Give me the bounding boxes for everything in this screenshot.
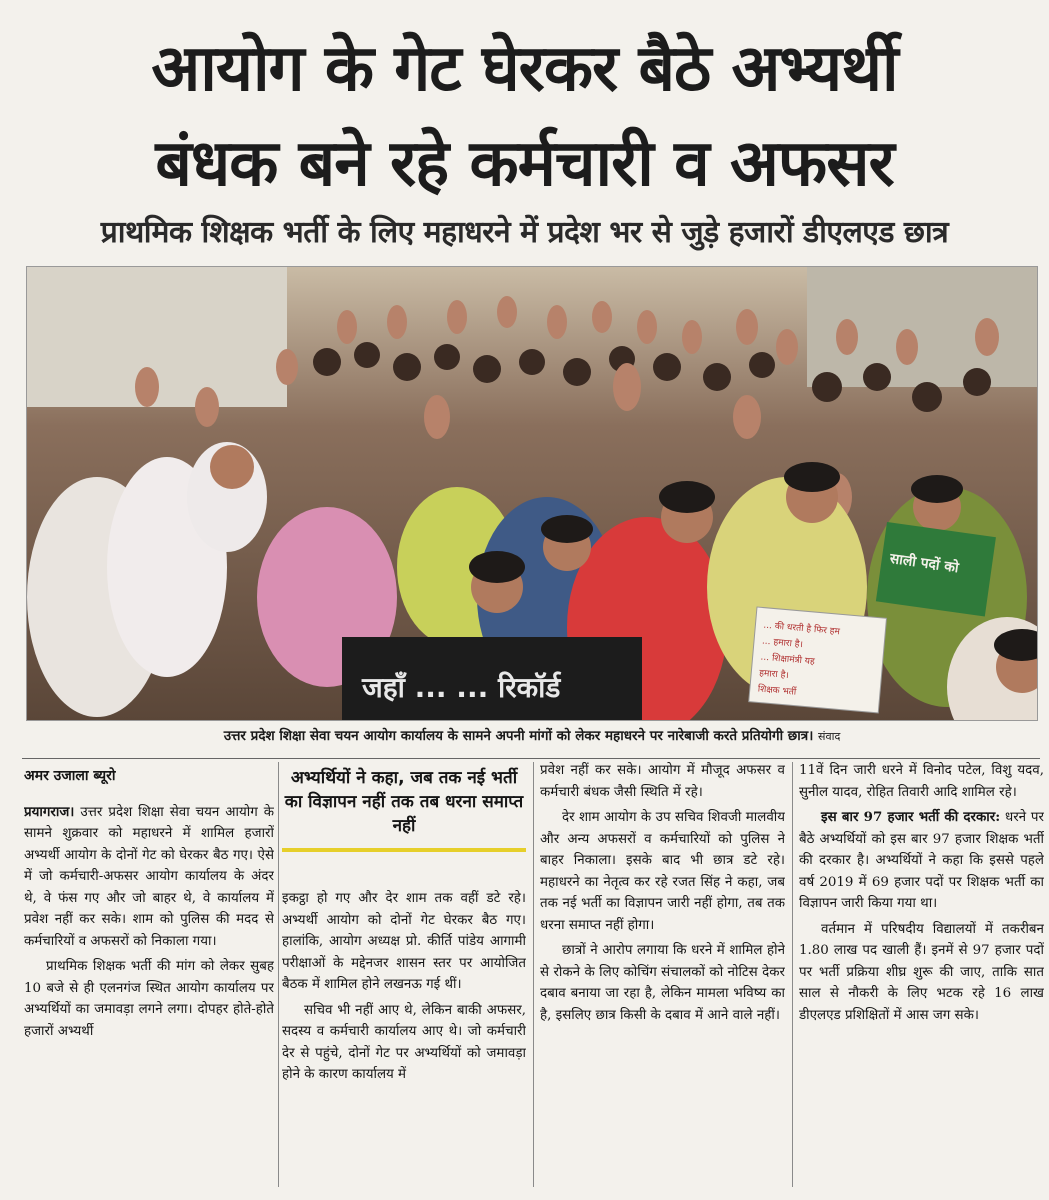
section-subhead: इस बार 97 हजार भर्ती की दरकार:: [821, 809, 1001, 825]
column-divider: [533, 762, 534, 1187]
column-divider: [278, 762, 279, 1187]
placard-line-3: ... शिक्षामंत्री यह: [760, 652, 816, 668]
article-column-2: [282, 760, 526, 1190]
paragraph: इकट्ठा हो गए और देर शाम तक वहीं डटे रहे। अभ्यर्थी आयोग को दोनों गेट घेरकर बैठ गए। हालांकि, आयोग अध्यक्ष प्रो. कीर्ति पांडेय आगामी परीक्षाओं के मद्देनजर शासन स्तर पर आयोजित बैठक में शामिल होने लखनऊ गई थीं।: [282, 891, 526, 992]
subheadline: प्राथमिक शिक्षक भर्ती के लिए महाधरने में प्रदेश भर से जुड़े हजारों डीएलएड छात्र: [100, 215, 949, 250]
paragraph-text: धरने पर बैठे अभ्यर्थियों को इस बार 97 हजार शिक्षक भर्ती की दरकार है। अभ्यर्थियों ने कहा कि इससे पहले वर्ष 2019 में 69 हजार पदों पर शिक्षक भर्ती का विज्ञापन जारी किया गया था।: [799, 810, 1044, 911]
placard-green-text: साली पदों को: [888, 550, 960, 577]
paragraph: [24, 802, 274, 953]
placard-line-4: हमारा है।: [758, 668, 790, 682]
banner-text: जहाँ ... ... रिकॉर्ड: [362, 671, 561, 704]
pull-quote: अभ्यर्थियों ने कहा, जब तक नई भर्ती का विज्ञापन नहीं तक तब धरना समाप्त नहीं: [282, 760, 526, 852]
column-divider: [792, 762, 793, 1187]
photo-caption: [26, 726, 1038, 744]
top-rule: [22, 758, 1040, 759]
paragraph: प्राथमिक शिक्षक भर्ती की मांग को लेकर सुबह 10 बजे से ही एलनगंज स्थित आयोग कार्यालय पर अभ्यर्थियों का जमावड़ा लगने लगा। दोपहर होते-होते हजारों अभ्यर्थी: [24, 959, 274, 1039]
caption-text: उत्तर प्रदेश शिक्षा सेवा चयन आयोग कार्यालय के सामने अपनी मांगों को लेकर महाधरने पर नारेबाजी करते प्रतियोगी छात्र।: [223, 728, 814, 744]
dateline: प्रयागराज।: [24, 803, 75, 820]
caption-credit: संवाद: [818, 730, 841, 743]
byline: अमर उजाला ब्यूरो: [24, 768, 116, 784]
headline-line-2: बंधक बने रहे कर्मचारी व अफसर: [155, 127, 894, 201]
protest-photo: [26, 266, 1038, 721]
paragraph: देर शाम आयोग के उप सचिव शिवजी मालवीय और अन्य अफसरों व कर्मचारियों को पुलिस ने बाहर निकाला। इसके बाद भी छात्र डटे रहे। महाधरने का नेतृत्व कर रहे रजत सिंह ने कहा, जब तक नई भर्ती का विज्ञापन जारी नहीं होगा, तब तक धरना समाप्त नहीं होगा।: [540, 810, 785, 933]
placard-line-2: ... हमारा है।: [761, 636, 804, 651]
paragraph: छात्रों ने आरोप लगाया कि धरने में शामिल होने से रोकने के लिए कोचिंग संचालकों को नोटिस देकर दबाव बनाया जा रहा है, लेकिन मामला भविष्य का है, इसलिए छात्र किसी के दबाव में आने वाले नहीं।: [540, 943, 785, 1023]
paragraph: प्रवेश नहीं कर सके। आयोग में मौजूद अफसर व कर्मचारी बंधक जैसी स्थिति में रहे।: [540, 763, 785, 800]
article-column-3: [540, 760, 785, 1190]
placard-line-1: ... की धरती है फिर हम: [762, 620, 841, 638]
paragraph: वर्तमान में परिषदीय विद्यालयों में तकरीबन 1.80 लाख पद खाली हैं। इनमें से 97 हजार पदों पर भर्ती प्रक्रिया शीघ्र शुरू की जाए, ताकि सात साल से नौकरी के लिए भटक रहे 16 लाख डीएलएड प्रशिक्षितों में आस जग सके।: [799, 921, 1044, 1023]
paragraph: 11वें दिन जारी धरने में विनोद पटेल, विशु यदव, सुनील यादव, रोहित तिवारी आदि शामिल रहे।: [799, 763, 1044, 800]
paragraph: सचिव भी नहीं आए थे, लेकिन बाकी अफसर, सदस्य व कर्मचारी कार्यालय आए थे। जो कर्मचारी देर से पहुंचे, दोनों गेट पर अभ्यर्थियों को जमावड़ा होने के कारण कार्यालय में: [282, 1002, 526, 1082]
article-column-1: [24, 760, 274, 1190]
paragraph-text: उत्तर प्रदेश शिक्षा सेवा चयन आयोग के सामने शुक्रवार को महाधरने में शामिल हजारों अभ्यर्थी आयोग के दोनों गेट को घेरकर बैठ गए। ऐसे में जो कर्मचारी-अफसर आयोग कार्यालय के अंदर थे, वे फंस गए और जो बाहर थे, वे कार्यालय में प्रवेश नहीं कर सके। शाम को पुलिस की मदद से कर्मचारियों व अफसरों को निकाला गया।: [24, 804, 274, 949]
placard-line-5: शिक्षक भर्ती: [757, 684, 797, 698]
headline-line-1: आयोग के गेट घेरकर बैठे अभ्यर्थी: [151, 32, 898, 106]
paragraph: [799, 807, 1044, 915]
article-column-4: [799, 760, 1044, 1190]
